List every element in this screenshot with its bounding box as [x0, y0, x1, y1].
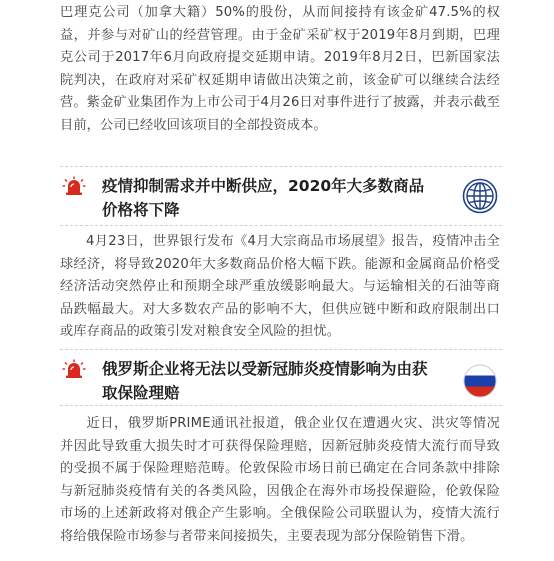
alarm-light-icon [62, 359, 86, 379]
commodities-paragraph-text: 4月23日，世界银行发布《4月大宗商品市场展望》报告，疫情冲击全球经济，将导致2020年大多数商品价格大幅下跌。能源和金属商品价格受经济活动突然停止和预期全球严重放缓影响最大。与运输相关的石油等商品跌幅最大。对大多数农产品的影响不大，但供应链中断和政府限制出口或库存商品的政策引发对粮食安全风险的担忧。 [60, 234, 500, 340]
headline-russia-insurance: 俄罗斯企业将无法以受新冠肺炎疫情影响为由获取保险理赔 [102, 360, 428, 402]
intro-paragraph [60, 2, 500, 138]
intro-paragraph-text: 巴理克公司（加拿大籍）50%的股份，从而间接持有该金矿47.5%的权益，并参与对矿山的经营管理。由于金矿采矿权于2019年8月到期，巴理克公司于2017年6月向政府提交延期申请。2019年8月2日，巴新国家法院判决，在政府对采矿权延期申请做出决策之前，该金矿可以继续合法经营。紫金矿业集团作为上市公司于4月26日对事件进行了披露，并表示截至目前，公司已经收回该项目的全部投资成本。 [60, 5, 500, 133]
section-divider [60, 225, 502, 226]
headline-commodity-prices: 疫情抑制需求并中断供应，2020年大多数商品价格将下降 [102, 177, 425, 219]
russia-insurance-paragraph-text: 近日，俄罗斯PRIME通讯社报道，俄企业仅在遭遇火灾、洪灾等情况并因此导致重大损失时才可获得保险理赔，因新冠肺炎疫情大流行而导致的受损不属于保险理赔范畴。伦敦保险市场日前已确定在合同条款中排除与新冠肺炎疫情有关的各类风险，因俄企在海外市场投保避险，伦敦保险市场的上述新政将对俄企产生影响。全俄保险公司联盟认为，疫情大流行将给俄保险市场参与者带来间接损失，主要表现为部分保险销售下滑。 [60, 416, 500, 544]
alarm-light-icon [62, 176, 86, 196]
section-divider [60, 405, 502, 406]
section-divider [60, 349, 502, 350]
globe-icon [462, 178, 498, 214]
commodities-paragraph [60, 231, 500, 344]
section-divider [60, 166, 502, 167]
russia-flag-icon [462, 363, 498, 399]
russia-insurance-paragraph [60, 413, 500, 549]
